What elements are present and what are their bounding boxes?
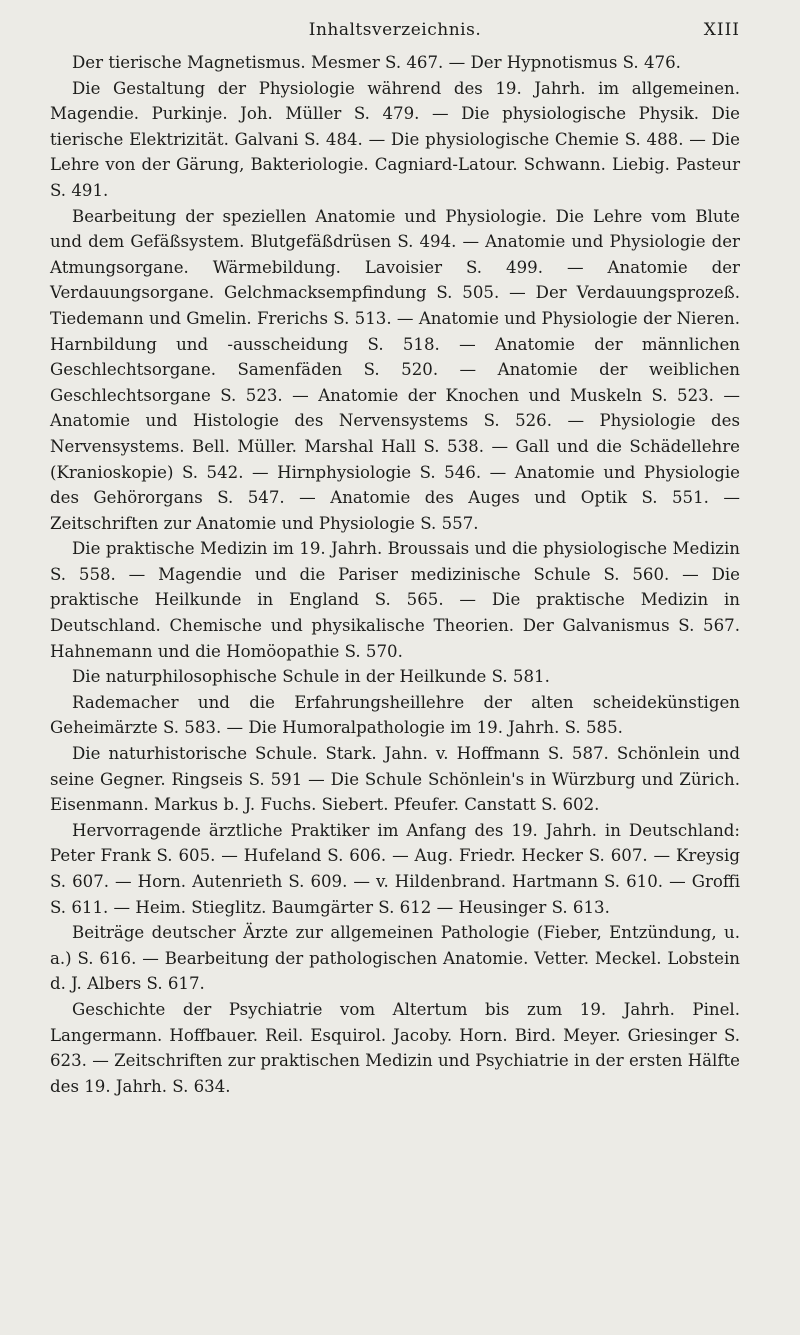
- running-title: Inhaltsverzeichnis.: [308, 20, 482, 40]
- toc-paragraph: Die Gestaltung der Physiologie während des 19. Jahrh. im allgemeinen. Magendie. Purkinje. Joh. Müller S. 479. — Die physiologische Physik. Die tierische Elektrizität. Galvani S. 484. — Die physiologische Chemie S. 488. — Die Lehre von der Gärung, Bakteriologie. Cagniard-Latour. Schwann. Liebig. Pasteur S. 491.: [50, 78, 740, 200]
- toc-paragraph: Hervorragende ärztliche Praktiker im Anfang des 19. Jahrh. in Deutschland: Peter Frank S. 605. — Hufeland S. 606. — Aug. Friedr. Hecker S. 607. — Kreysig S. 607. — Horn. Autenrieth S. 609. — v. Hildenbrand. Hartmann S. 610. — Groffi S. 611. — Heim. Stieglitz. Baumgärter S. 612 — Heusinger S. 613.: [50, 820, 740, 917]
- toc-paragraph: Die praktische Medizin im 19. Jahrh. Broussais und die physiologische Medizin S. 558. — Magendie und die Pariser medizinische Schule S. 560. — Die praktische Heilkunde in England S. 565. — Die praktische Medizin in Deutschland. Chemische und physikalische Theorien. Der Galvanismus S. 567. Hahnemann und die Homöopathie S. 570.: [50, 539, 740, 661]
- page-header: [50, 20, 740, 50]
- table-of-contents-body: [50, 50, 740, 1099]
- toc-paragraph: Die naturhistorische Schule. Stark. Jahn. v. Hoffmann S. 587. Schönlein und seine Gegner. Ringseis S. 591 — Die Schule Schönlein's in Würzburg und Zürich. Eisenmann. Markus b. J. Fuchs. Siebert. Pfeufer. Canstatt S. 602.: [50, 744, 740, 815]
- toc-paragraph: Bearbeitung der speziellen Anatomie und Physiologie. Die Lehre vom Blute und dem Gefäßsystem. Blutgefäßdrüsen S. 494. — Anatomie und Physiologie der Atmungsorgane. Wärmebildung. Lavoisier S. 499. — Anatomie der Verdauungsorgane. Gelchmacksempfindung S. 505. — Der Verdauungsprozeß. Tiedemann und Gmelin. Frerichs S. 513. — Anatomie und Physiologie der Nieren. Harnbildung und -ausscheidung S. 518. — Anatomie der männlichen Geschlechtsorgane. Samenfäden S. 520. — Anatomie der weiblichen Geschlechtsorgane S. 523. — Anatomie der Knochen und Muskeln S. 523. — Anatomie und Histologie des Nervensystems S. 526. — Physiologie des Nervensystems. Bell. Müller. Marshal Hall S. 538. — Gall und die Schädellehre (Kranioskopie) S. 542. — Hirnphysiologie S. 546. — Anatomie und Physiologie des Gehörorgans S. 547. — Anatomie des Auges und Optik S. 551. — Zeitschriften zur Anatomie und Physiologie S. 557.: [50, 206, 740, 533]
- toc-paragraph: Beiträge deutscher Ärzte zur allgemeinen Pathologie (Fieber, Entzündung, u. a.) S. 616. — Bearbeitung der pathologischen Anatomie. Vetter. Meckel. Lobstein d. J. Albers S. 617.: [50, 923, 740, 994]
- toc-paragraph: Rademacher und die Erfahrungsheillehre der alten scheidekünstigen Geheimärzte S. 583. — Die Humoralpathologie im 19. Jahrh. S. 585.: [50, 692, 740, 738]
- toc-paragraph: Geschichte der Psychiatrie vom Altertum bis zum 19. Jahrh. Pinel. Langermann. Hoffbauer. Reil. Esquirol. Jacoby. Horn. Bird. Meyer. Griesinger S. 623. — Zeitschriften zur praktischen Medizin und Psychiatrie in der ersten Hälfte des 19. Jahrh. S. 634.: [50, 999, 740, 1096]
- toc-paragraph: Die naturphilosophische Schule in der Heilkunde S. 581.: [72, 667, 550, 687]
- page-number: XIII: [703, 20, 740, 40]
- toc-paragraph: Der tierische Magnetismus. Mesmer S. 467. — Der Hypnotismus S. 476.: [72, 53, 681, 72]
